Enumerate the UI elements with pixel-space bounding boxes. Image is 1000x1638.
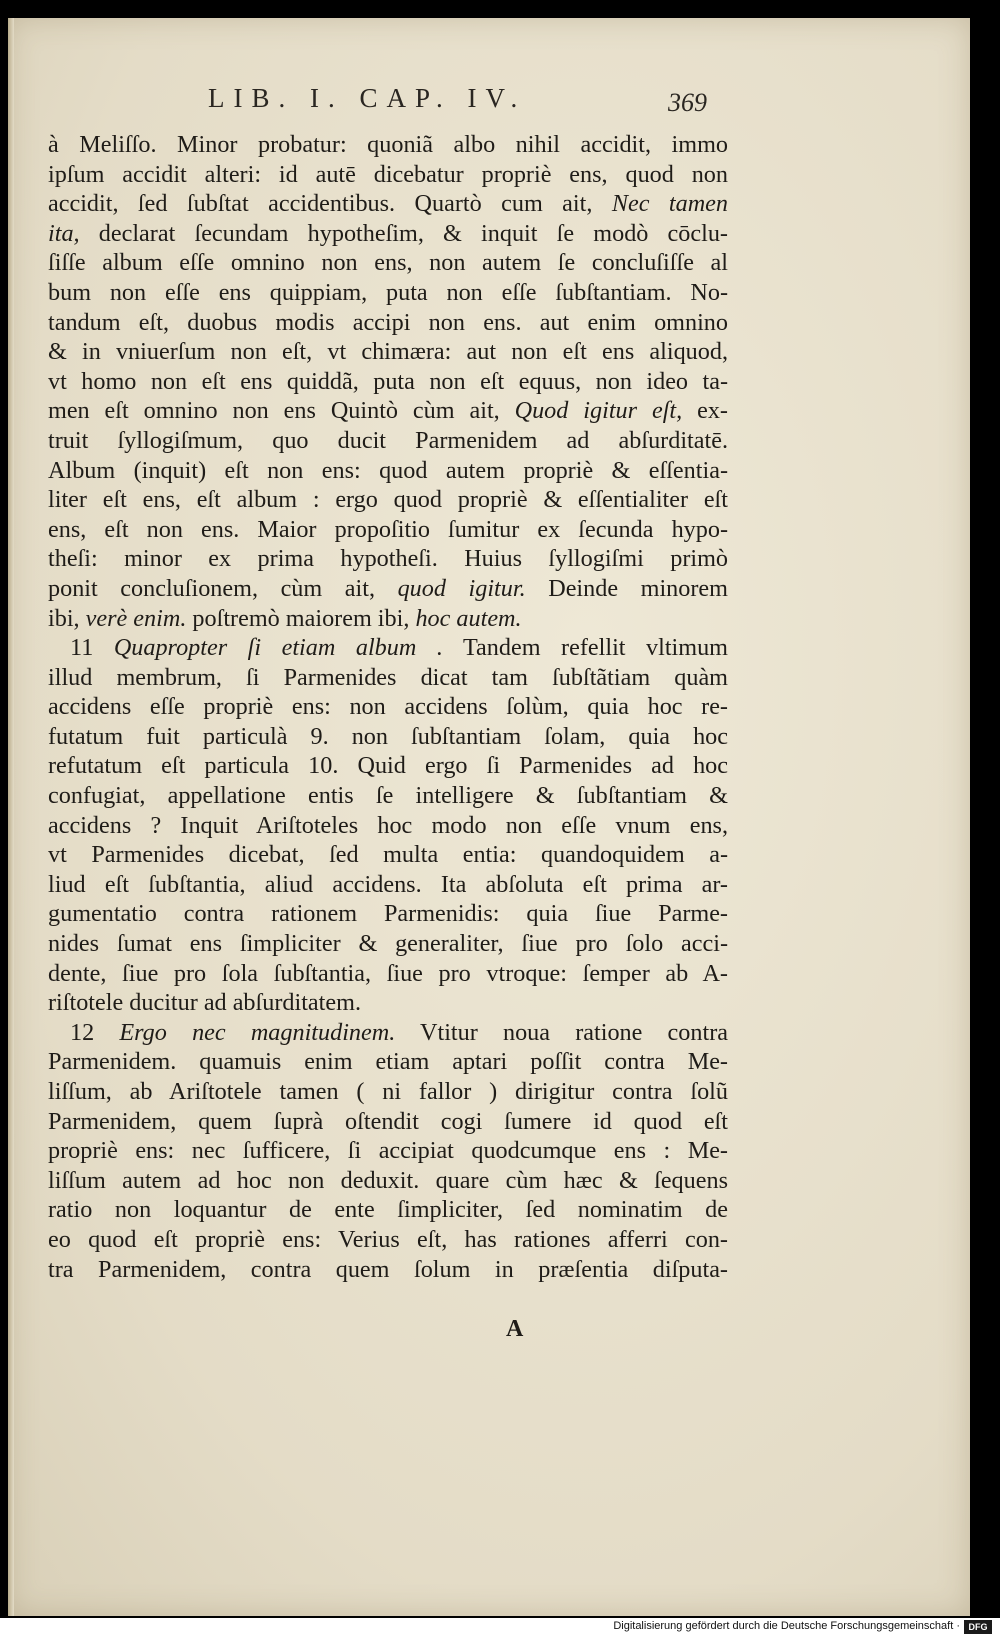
text-segment: bum non eſſe ens quippiam, puta non eſſe ſubſtantiam. No- — [48, 278, 728, 306]
text-segment: illud membrum, ſi Parmenides dicat tam ſubſtãtiam quàm — [48, 663, 728, 691]
text-line — [48, 515, 728, 545]
text-segment: nides ſumat ens ſimpliciter & generaliter, ſiue pro ſolo acci- — [48, 930, 728, 958]
text-line — [48, 219, 728, 249]
text-line — [48, 1225, 728, 1255]
text-line — [48, 456, 728, 486]
text-line — [48, 722, 728, 752]
text-segment: vt Parmenides dicebat, ſed multa entia: quandoquidem a- — [48, 841, 728, 869]
text-segment: liſſum, ab Ariſtotele tamen ( ni fallor ) dirigitur contra ſolũ — [48, 1078, 728, 1105]
text-segment: Tandem refellit vltimum — [442, 634, 728, 662]
text-line — [48, 1018, 728, 1048]
text-line — [48, 1047, 728, 1077]
text-line — [48, 870, 728, 900]
text-segment: futatum fuit particulà 9. non ſubſtantiam ſolam, quia hoc — [48, 722, 728, 750]
text-line — [48, 248, 728, 278]
text-line — [48, 1166, 728, 1196]
text-segment: confugiat, appellatione entis ſe intelligere & ſubſtantiam & — [48, 782, 728, 810]
text-line — [48, 929, 728, 959]
text-line — [48, 396, 728, 426]
text-segment: truit ſyllogiſmum, quo ducit Parmenidem ad abſurditatē. — [48, 426, 728, 454]
text-segment: gumentatio contra rationem Parmenidis: quia ſiue Parme- — [48, 900, 728, 928]
text-segment: Parmenidem. quamuis enim etiam aptari poſſit contra Me- — [48, 1048, 728, 1076]
page-spine-shadow — [8, 18, 14, 1616]
text-segment: refutatum eſt particula 10. Quid ergo ſi Parmenides ad hoc — [48, 752, 728, 780]
text-line — [48, 160, 728, 190]
text-line — [48, 899, 728, 929]
text-line — [48, 633, 728, 663]
italic-segment: quod igitur. — [397, 574, 526, 602]
book-page — [8, 18, 970, 1616]
text-line — [48, 988, 728, 1018]
text-line — [48, 663, 728, 693]
italic-segment: hoc autem. — [415, 604, 522, 632]
text-segment: & in vniuerſum non eſt, vt chimæra: aut non eſt ens aliquod, — [48, 338, 728, 366]
text-segment: à Meliſſo. Minor probatur: quoniã albo nihil accidit, immo — [48, 131, 728, 158]
italic-segment: Quapropter ſi etiam album . — [113, 634, 443, 662]
text-segment: Album (inquit) eſt non ens: quod autem propriè & eſſentia- — [48, 456, 728, 484]
italic-segment: Ergo nec magnitudinem. — [119, 1018, 396, 1046]
text-line — [48, 1195, 728, 1225]
text-segment: liud eſt ſubſtantia, aliud accidens. Ita abſoluta eſt prima ar- — [48, 870, 728, 898]
text-segment: ponit concluſionem, cùm ait, — [48, 574, 398, 602]
text-line — [48, 1136, 728, 1166]
italic-segment: Nec tamen — [611, 190, 728, 218]
text-segment: theſi: minor ex prima hypotheſi. Huius ſyllogiſmi primò — [48, 545, 728, 573]
text-segment: accidens eſſe propriè ens: non accidens ſolùm, quia hoc re- — [48, 693, 728, 721]
dfg-logo: DFG — [964, 1620, 992, 1634]
text-line — [48, 308, 728, 338]
text-segment: riſtotele ducitur ad abſurditatem. — [48, 989, 361, 1017]
text-segment: liter eſt ens, eſt album : ergo quod propriè & eſſentialiter eſt — [48, 486, 728, 514]
text-segment: men eſt omnino non ens Quintò cùm ait, — [48, 397, 515, 425]
text-segment: vt homo non eſt ens quiddã, puta non eſt equus, non ideo ta- — [48, 367, 728, 395]
text-segment: tra Parmenidem, contra quem ſolum in præſentia diſputa- — [48, 1255, 728, 1283]
catchword: A — [506, 1316, 524, 1342]
footer-bar — [0, 1618, 1000, 1638]
text-segment: liſſum autem ad hoc non deduxit. quare cùm hæc & ſequens — [48, 1166, 728, 1194]
italic-segment: ita, — [48, 219, 80, 247]
text-line — [48, 544, 728, 574]
text-line — [48, 367, 728, 397]
text-line — [48, 130, 728, 160]
funding-credit: Digitalisierung gefördert durch die Deutsche Forschungsgemeinschaft · — [613, 1620, 960, 1632]
text-line — [48, 811, 728, 841]
text-line — [48, 278, 728, 308]
text-line — [48, 692, 728, 722]
text-line — [48, 604, 728, 634]
text-segment: dente, ſiue pro ſola ſubſtantia, ſiue pro vtroque: ſemper ab A- — [48, 959, 728, 987]
text-line — [48, 840, 728, 870]
text-line — [48, 1077, 728, 1107]
body-text — [48, 130, 728, 1284]
text-segment: ens, eſt non ens. Maior propoſitio ſumitur ex ſecunda hypo- — [48, 515, 728, 543]
text-line — [48, 574, 728, 604]
text-segment: 12 — [70, 1018, 120, 1046]
text-segment: 11 — [70, 634, 114, 662]
text-segment: Vtitur noua ratione contra — [395, 1018, 728, 1046]
text-segment: eo quod eſt propriè ens: Verius eſt, has rationes afferri con- — [48, 1225, 728, 1253]
text-segment: accidit, ſed ſubſtat accidentibus. Quartò cum ait, — [48, 190, 612, 218]
text-segment: ibi, — [48, 604, 86, 632]
text-segment: ſiſſe album eſſe omnino non ens, non autem ſe concluſiſſe al — [48, 249, 728, 277]
text-segment: accidens ? Inquit Ariſtoteles hoc modo non eſſe vnum ens, — [48, 811, 728, 839]
text-line — [48, 959, 728, 989]
text-line — [48, 426, 728, 456]
running-title: LIB. I. CAP. IV. — [208, 83, 527, 113]
text-segment: propriè ens: nec ſufficere, ſi accipiat quodcumque ens : Me- — [48, 1137, 728, 1165]
text-line — [48, 1255, 728, 1285]
text-segment: ipſum accidit alteri: id autē dicebatur propriè ens, quod non — [48, 160, 728, 188]
text-segment: declarat ſecundam hypotheſim, & inquit ſe modò cōclu- — [79, 219, 728, 247]
text-segment: poſtremò maiorem ibi, — [186, 604, 416, 632]
text-line — [48, 751, 728, 781]
text-line — [48, 485, 728, 515]
italic-segment: Quod igitur eſt, — [514, 397, 683, 425]
text-segment: Deinde minorem — [525, 574, 728, 602]
text-segment: Parmenidem, quem ſuprà oſtendit cogi ſumere id quod eſt — [48, 1107, 728, 1135]
text-line — [48, 189, 728, 219]
italic-segment: verè enim. — [85, 604, 187, 632]
text-line — [48, 781, 728, 811]
text-segment: ratio non loquantur de ente ſimpliciter, ſed nominatim de — [48, 1196, 728, 1224]
text-line — [48, 337, 728, 367]
text-line — [48, 1107, 728, 1137]
page-number: 369 — [668, 88, 707, 117]
text-segment: ex- — [682, 397, 728, 425]
text-segment: tandum eſt, duobus modis accipi non ens. aut enim omnino — [48, 308, 728, 336]
